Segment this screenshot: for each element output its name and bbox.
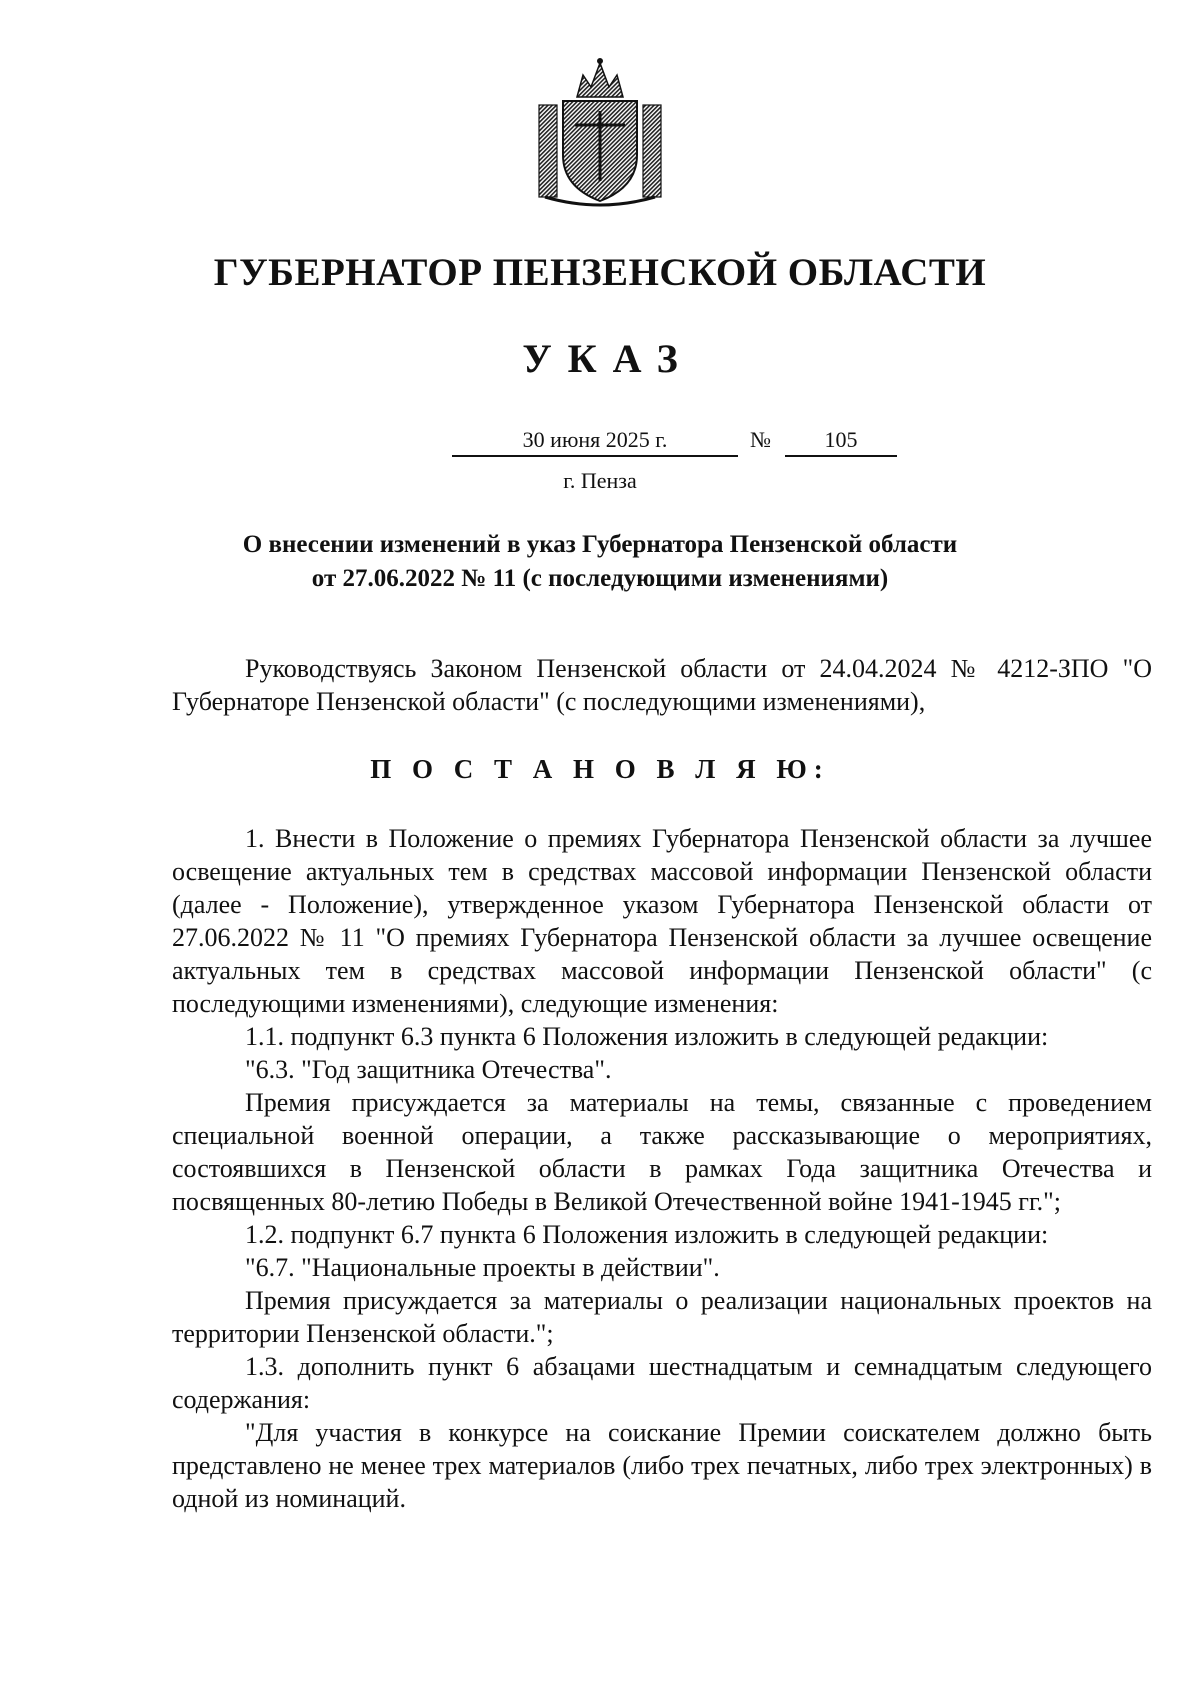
paragraph: "Для участия в конкурсе на соискание Премии соискателем должно быть представлено не менее трех материалов (либо трех печатных, либо трех электронных) в одной из номинаций. bbox=[172, 1418, 1152, 1513]
decree-subject bbox=[160, 528, 1040, 596]
paragraph: "6.3. "Год защитника Отечества". bbox=[245, 1055, 612, 1084]
subject-line-1: О внесении изменений в указ Губернатора Пензенской области bbox=[242, 531, 958, 558]
document-type: УКАЗ bbox=[522, 336, 694, 381]
paragraph: Премия присуждается за материалы на темы, связанные с проведением специальной военной операции, а также рассказывающие о мероприятиях, состоявшихся в Пензенской области в рамках Года защитника Отечества и посвященных 80-летию Победы в Великой Отечественной войне 1941-1945 гг."; bbox=[172, 1088, 1152, 1216]
paragraph: 1.3. дополнить пункт 6 абзацами шестнадцатым и семнадцатым следующего содержания: bbox=[172, 1352, 1152, 1414]
city: г. Пенза bbox=[563, 468, 637, 493]
preamble-text: Руководствуясь Законом Пензенской области от 24.04.2024 № 4212-ЗПО "О Губернаторе Пензенской области" (с последующими изменениями), bbox=[172, 654, 1152, 716]
decree-number: 105 bbox=[785, 425, 897, 457]
paragraph: "6.7. "Национальные проекты в действии". bbox=[245, 1253, 720, 1282]
coat-of-arms-icon bbox=[525, 55, 675, 210]
authority-title: ГУБЕРНАТОР ПЕНЗЕНСКОЙ ОБЛАСТИ bbox=[213, 251, 987, 294]
paragraph: 1. Внести в Положение о премиях Губернатора Пензенской области за лучшее освещение актуальных тем в средствах массовой информации Пензенской области (далее - Положение), утвержденное указом Губернатора Пензенской области от 27.06.2022 № 11 "О премиях Губернатора Пензенской области за лучшее освещение актуальных тем в средствах массовой информации Пензенской области" (с последующими изменениями), следующие изменения: bbox=[172, 824, 1152, 1018]
decree-word: П О С Т А Н О В Л Я Ю: bbox=[370, 754, 830, 784]
decree-date: 30 июня 2025 г. bbox=[452, 425, 738, 457]
paragraph: 1.2. подпункт 6.7 пункта 6 Положения изложить в следующей редакции: bbox=[245, 1220, 1049, 1249]
subject-line-2: от 27.06.2022 № 11 (с последующими изменениями) bbox=[311, 565, 889, 592]
number-sign: № bbox=[750, 427, 771, 452]
decree-items bbox=[172, 822, 1152, 1515]
paragraph: 1.1. подпункт 6.3 пункта 6 Положения изложить в следующей редакции: bbox=[245, 1022, 1049, 1051]
preamble bbox=[172, 652, 1152, 718]
paragraph: Премия присуждается за материалы о реализации национальных проектов на территории Пензенской области."; bbox=[172, 1286, 1152, 1348]
